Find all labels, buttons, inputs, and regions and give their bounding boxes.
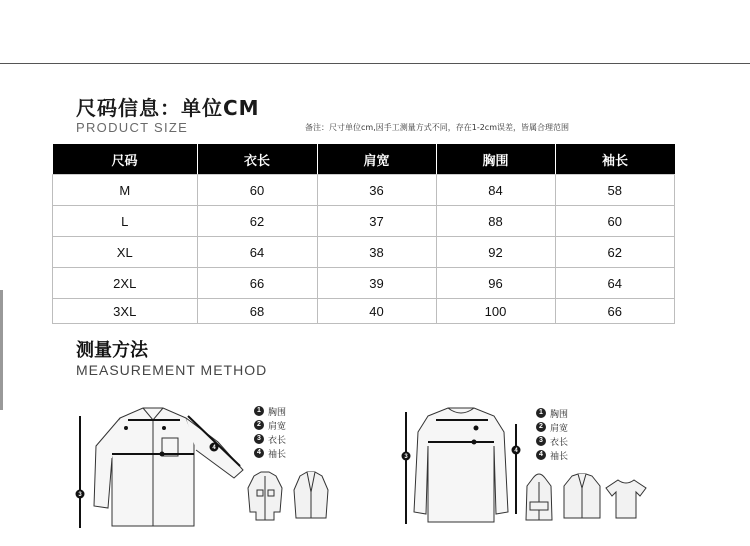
legend-num: 2 (254, 420, 264, 430)
shirt-measurement-diagram (68, 398, 250, 538)
legend-num: 3 (254, 434, 264, 444)
cell-sleeve: 64 (555, 268, 675, 299)
page-title: 尺码信息：单位CM (76, 96, 260, 120)
cell-sleeve: 66 (555, 299, 675, 324)
jacket-thumbnail-icon (244, 470, 286, 522)
column-header-size: 尺码 (53, 144, 198, 175)
table-row (53, 299, 675, 324)
cell-shoulder: 37 (317, 206, 436, 237)
table-row (53, 237, 675, 268)
legend-num: 3 (536, 436, 546, 446)
legend-label: 袖长 (550, 451, 569, 462)
legend-item (536, 420, 568, 434)
cell-shoulder: 36 (317, 175, 436, 206)
legend-label: 胸围 (268, 407, 287, 418)
cell-shoulder: 40 (317, 299, 436, 324)
hoodie-thumbnail-icon (524, 470, 554, 524)
legend-item (536, 406, 568, 420)
cell-length: 64 (197, 237, 317, 268)
cell-size: 3XL (53, 299, 198, 324)
column-header-sleeve: 袖长 (555, 144, 675, 175)
cell-size: XL (53, 237, 198, 268)
left-edge-mark (0, 290, 3, 410)
diagram-label-4: 4 (514, 448, 518, 454)
cell-chest: 84 (436, 175, 555, 206)
diagram-label-4: 4 (212, 445, 216, 451)
legend-num: 1 (536, 408, 546, 418)
cell-shoulder: 38 (317, 237, 436, 268)
cardigan-thumbnail-icon (560, 472, 604, 522)
size-note: 备注：尺寸单位cm,因手工测量方式不同，存在1-2cm误差，皆属合理范围 (305, 123, 569, 132)
legend-num: 4 (536, 450, 546, 460)
method-subtitle: MEASUREMENT METHOD (76, 362, 268, 378)
cell-size: 2XL (53, 268, 198, 299)
size-table (52, 144, 675, 324)
legend-num: 1 (254, 406, 264, 416)
legend-label: 胸围 (550, 409, 569, 420)
legend-label: 袖长 (268, 449, 287, 460)
legend-num: 2 (536, 422, 546, 432)
legend-item (254, 404, 286, 418)
legend-num: 4 (254, 448, 264, 458)
legend-item (254, 446, 286, 460)
table-row (53, 206, 675, 237)
cell-length: 66 (197, 268, 317, 299)
sweater-measurement-diagram (396, 402, 526, 534)
table-row (53, 175, 675, 206)
diagram-label-3: 3 (404, 454, 408, 460)
cell-chest: 100 (436, 299, 555, 324)
tshirt-thumbnail-icon (604, 476, 648, 520)
cell-size: L (53, 206, 198, 237)
legend-item (254, 432, 286, 446)
page-subtitle: PRODUCT SIZE (76, 120, 189, 135)
legend-item (536, 434, 568, 448)
diagram-label-3: 3 (78, 492, 82, 498)
cell-chest: 88 (436, 206, 555, 237)
legend-label: 衣长 (268, 435, 287, 446)
legend-item (254, 418, 286, 432)
cell-shoulder: 39 (317, 268, 436, 299)
cell-length: 62 (197, 206, 317, 237)
method-title: 测量方法 (76, 340, 148, 361)
cell-sleeve: 62 (555, 237, 675, 268)
column-header-chest: 胸围 (436, 144, 555, 175)
column-header-length: 衣长 (197, 144, 317, 175)
cell-size: M (53, 175, 198, 206)
cell-chest: 92 (436, 237, 555, 268)
column-header-shoulder: 肩宽 (317, 144, 436, 175)
cell-length: 68 (197, 299, 317, 324)
legend-label: 肩宽 (550, 423, 569, 434)
table-row (53, 268, 675, 299)
cell-length: 60 (197, 175, 317, 206)
top-divider (0, 63, 750, 64)
sweater-legend (536, 406, 568, 462)
cell-sleeve: 60 (555, 206, 675, 237)
cell-sleeve: 58 (555, 175, 675, 206)
shirt-legend (254, 404, 286, 460)
legend-item (536, 448, 568, 462)
coat-thumbnail-icon (290, 470, 332, 522)
legend-label: 衣长 (550, 437, 569, 448)
cell-chest: 96 (436, 268, 555, 299)
legend-label: 肩宽 (268, 421, 287, 432)
table-header-row (53, 144, 675, 175)
